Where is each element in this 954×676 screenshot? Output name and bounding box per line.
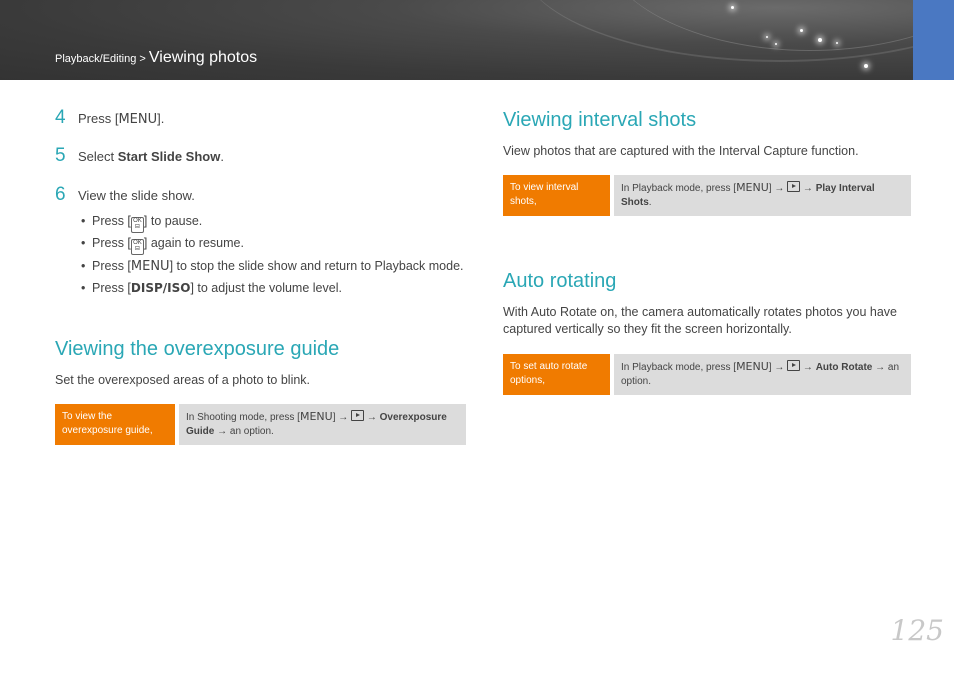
sparkle-icon — [800, 29, 803, 32]
bullet-text: ] to stop the slide show and return to Playback mode. — [169, 259, 464, 273]
step-number: 6 — [55, 184, 66, 205]
callout-autorotate — [503, 354, 911, 395]
breadcrumb-section: Playback/Editing > — [55, 53, 149, 65]
callout-text: ] → — [332, 412, 352, 423]
playback-icon — [787, 360, 800, 371]
sparkle-icon — [864, 64, 868, 68]
callout-label: To view the overexposure guide, — [55, 404, 175, 445]
menu-key-icon: MENU — [736, 181, 769, 194]
menu-key-icon: MENU — [118, 112, 158, 127]
callout-text: ] → — [768, 362, 788, 373]
callout-text: → — [800, 183, 816, 194]
callout-interval — [503, 175, 911, 216]
bullet-text: Press [ — [92, 259, 131, 273]
callout-overexposure — [55, 404, 466, 445]
callout-content — [614, 175, 911, 216]
sparkle-icon — [775, 43, 777, 45]
section-title-autorotate: Auto rotating — [503, 270, 617, 292]
bullet-text: ] to pause. — [143, 214, 203, 228]
breadcrumb-page: Viewing photos — [148, 49, 258, 66]
callout-option: Play Interval Shots — [621, 183, 875, 208]
callout-text: . — [648, 197, 652, 208]
callout-content — [614, 354, 911, 395]
section-description: Set the overexposed areas of a photo to blink. — [55, 373, 311, 387]
menu-key-icon: MENU — [299, 410, 333, 423]
step-text: View the slide show. — [78, 188, 195, 203]
callout-option: Auto Rotate — [815, 362, 873, 373]
callout-text: In Playback mode, press [ — [621, 362, 737, 373]
disp-iso-key-icon: DISP/ISO — [130, 281, 191, 295]
ok-key-icon: OK ⊟ — [131, 239, 144, 255]
step-text: Select — [78, 149, 118, 164]
callout-option: Overexposure Guide — [186, 412, 447, 437]
bullet-text: ] to adjust the volume level. — [190, 281, 342, 295]
breadcrumb — [55, 49, 257, 67]
chapter-tab — [913, 0, 954, 80]
sparkle-icon — [766, 36, 768, 38]
callout-label: To view interval shots, — [503, 175, 610, 216]
step-option: Start Slide Show — [117, 149, 221, 164]
step-text: ]. — [157, 111, 165, 126]
sparkle-icon — [836, 42, 838, 44]
step-number: 4 — [55, 107, 66, 128]
ok-key-icon: OK ⊟ — [131, 217, 144, 233]
step-text: Press [ — [78, 111, 119, 126]
callout-content — [179, 404, 466, 445]
menu-key-icon: MENU — [736, 360, 769, 373]
bullet-text: Press [ — [92, 214, 131, 228]
menu-key-icon: MENU — [130, 259, 170, 274]
step-number: 5 — [55, 145, 66, 166]
playback-icon — [351, 410, 364, 421]
bullet-text: ] again to resume. — [143, 236, 244, 250]
bullet-text: Press [ — [92, 236, 131, 250]
section-title-interval: Viewing interval shots — [503, 109, 697, 131]
sparkle-icon — [731, 6, 734, 9]
bullet-text: Press [ — [92, 281, 131, 295]
callout-text: → an option. — [214, 426, 274, 437]
callout-text: In Shooting mode, press [ — [186, 412, 300, 423]
header-banner — [0, 0, 913, 80]
callout-label: To set auto rotate options, — [503, 354, 610, 395]
section-description: View photos that are captured with the Interval Capture function. — [503, 144, 859, 158]
callout-text: In Playback mode, press [ — [621, 183, 737, 194]
section-title-overexposure: Viewing the overexposure guide — [55, 338, 340, 360]
page-number: 125 — [890, 614, 944, 647]
callout-text: ] → — [768, 183, 788, 194]
callout-text: → — [800, 362, 816, 373]
callout-text: → — [364, 412, 380, 423]
sparkle-icon — [818, 38, 822, 42]
playback-icon — [787, 181, 800, 192]
step-text: . — [220, 149, 224, 164]
section-description: With Auto Rotate on, the camera automatically rotates photos you have captured vertically so they fit the screen horizontally. — [503, 305, 897, 336]
callout-text: → an option. — [621, 362, 900, 387]
